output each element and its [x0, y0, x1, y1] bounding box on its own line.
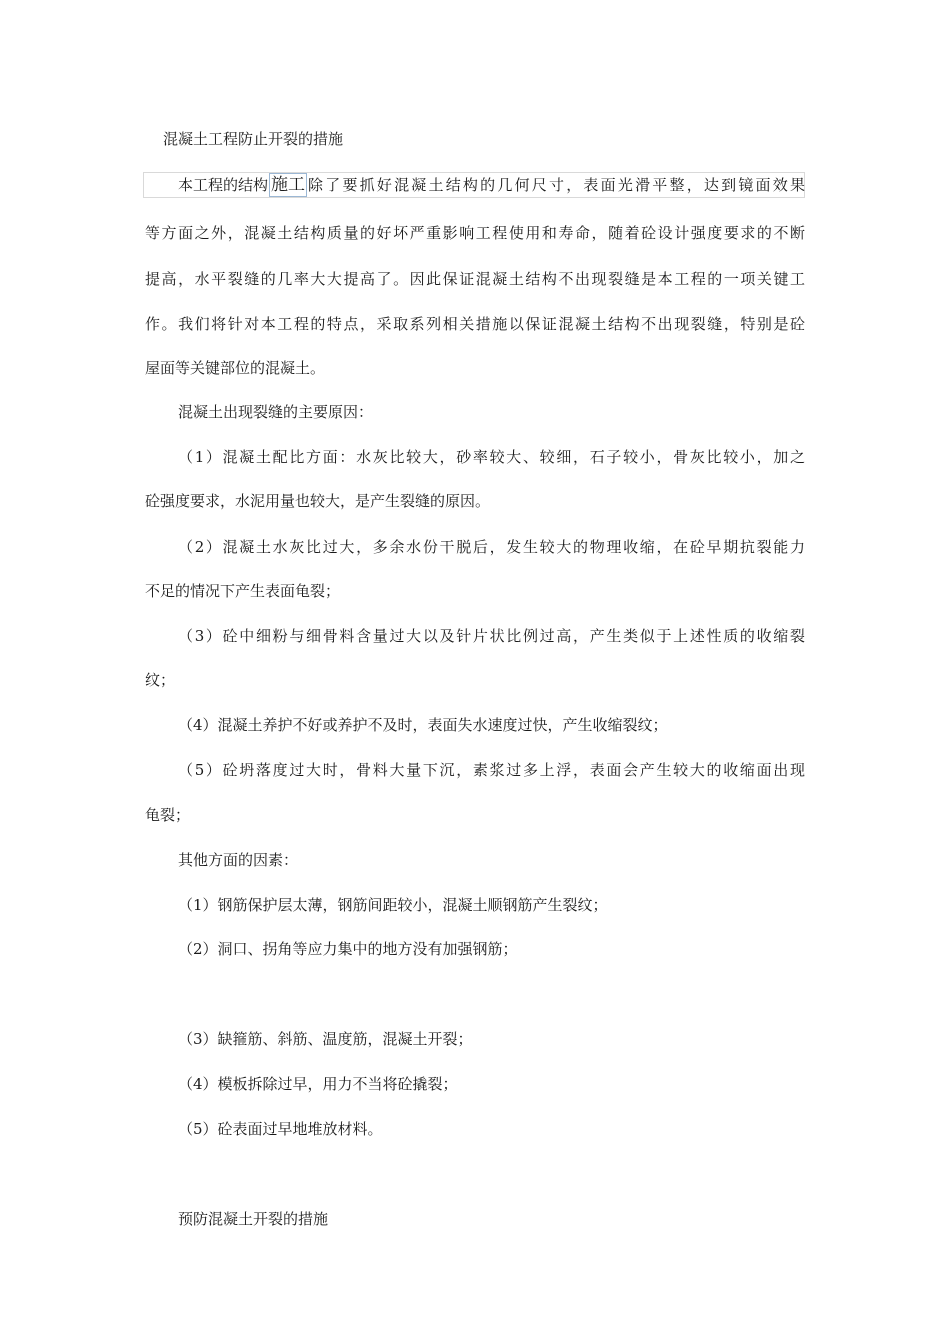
other-factor-2: （2）洞口、拐角等应力集中的地方没有加强钢筋；: [178, 940, 518, 958]
other-factor-1: （1）钢筋保护层太薄，钢筋间距较小，混凝土顺钢筋产生裂纹；: [178, 896, 608, 914]
other-factor-5: （5）砼表面过早地堆放材料。: [178, 1120, 383, 1138]
cause-2-line-1: （2）混凝土水灰比过大，多余水份干脱后，发生较大的物理收缩，在砼早期抗裂能力: [178, 538, 805, 556]
intro-line-4: 作。我们将针对本工程的特点，采取系列相关措施以保证混凝土结构不出现裂缝，特别是砼: [145, 315, 805, 333]
document-title: 混凝土工程防止开裂的措施: [163, 130, 344, 148]
intro-first-line-start: 本工程的结构: [178, 176, 269, 194]
intro-line-5: 屋面等关键部位的混凝土。: [145, 359, 326, 377]
intro-line-2: 等方面之外，混凝土结构质量的好坏严重影响工程使用和寿命，随着砼设计强度要求的不断: [145, 224, 805, 242]
cause-1-line-1: （1）混凝土配比方面：水灰比较大，砂率较大、较细，石子较小，骨灰比较小，加之: [178, 448, 805, 466]
intro-line-3: 提高，水平裂缝的几率大大提高了。因此保证混凝土结构不出现裂缝是本工程的一项关键工: [145, 270, 805, 288]
boxed-word: 施工: [271, 175, 306, 195]
cause-3-line-2: 纹；: [145, 671, 176, 689]
other-factors-heading: 其他方面的因素：: [178, 851, 299, 869]
cause-5-line-1: （5）砼坍落度过大时，骨料大量下沉，素浆过多上浮，表面会产生较大的收缩面出现: [178, 761, 805, 779]
causes-heading: 混凝土出现裂缝的主要原因：: [178, 403, 374, 421]
other-factor-3: （3）缺箍筋、斜筋、温度筋，混凝土开裂；: [178, 1030, 473, 1048]
cause-5-line-2: 龟裂；: [145, 806, 191, 824]
cause-2-line-2: 不足的情况下产生表面龟裂；: [145, 582, 341, 600]
cause-1-line-2: 砼强度要求，水泥用量也较大，是产生裂缝的原因。: [145, 492, 491, 510]
cause-4: （4）混凝土养护不好或养护不及时，表面失水速度过快，产生收缩裂纹；: [178, 716, 668, 734]
intro-first-line: [178, 173, 805, 197]
intro-first-line-end: 除了要抓好混凝土结构的几何尺寸，表面光滑平整，达到镜面效果: [308, 176, 805, 194]
prevention-heading: 预防混凝土开裂的措施: [178, 1210, 329, 1228]
cause-3-line-1: （3）砼中细粉与细骨料含量过大以及针片状比例过高，产生类似于上述性质的收缩裂: [178, 627, 805, 645]
other-factor-4: （4）模板拆除过早，用力不当将砼撬裂；: [178, 1075, 458, 1093]
